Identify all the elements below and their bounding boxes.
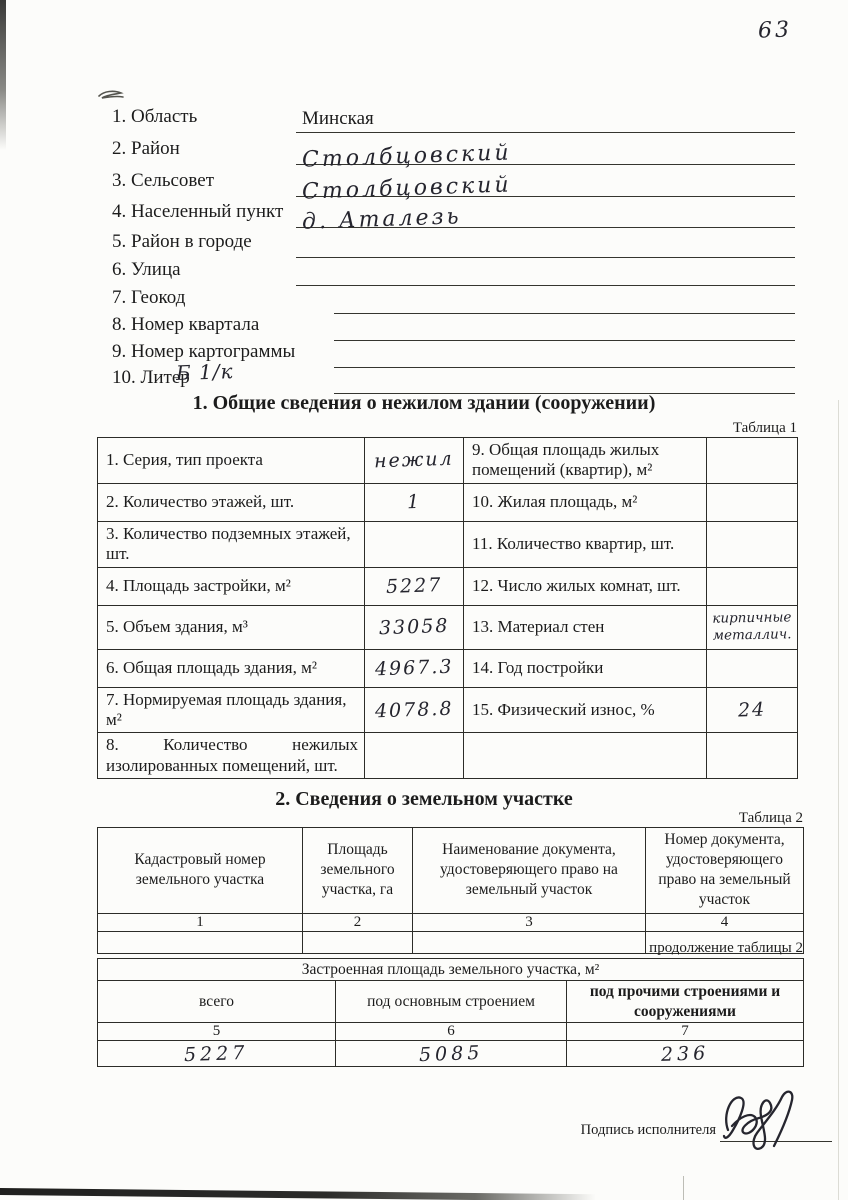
- handwritten-value: 1: [406, 490, 422, 514]
- field-row-kartogramma: [0, 341, 848, 369]
- field-underline: [334, 314, 795, 341]
- cell-value: [365, 605, 464, 649]
- cell-value: [707, 438, 798, 484]
- handwritten-value: 33058: [378, 614, 450, 639]
- column-number: 2: [303, 913, 413, 931]
- handwritten-value: 5227: [385, 573, 443, 598]
- table2-label: Таблица 2: [738, 810, 803, 826]
- cell-label: 6. Общая площадь здания, м²: [98, 649, 365, 687]
- cell-label: 1. Серия, тип проекта: [98, 438, 365, 484]
- handwritten-value: 5227: [183, 1041, 250, 1066]
- built-up-area-table: [97, 958, 804, 1067]
- signature-label: Подпись исполнителя: [580, 1122, 716, 1138]
- column-number: 4: [646, 913, 804, 931]
- field-value-handwritten: Столбцовский: [301, 140, 512, 173]
- column-number-row: [98, 1023, 804, 1041]
- cell-label: 9. Общая площадь жилых помещений (квартир), м²: [464, 438, 707, 484]
- field-label: 7. Геокод: [112, 287, 186, 308]
- column-number: 3: [413, 913, 646, 931]
- field-label: 10. Литер: [112, 367, 190, 388]
- building-info-table: [97, 437, 798, 779]
- cell-value: [707, 483, 798, 521]
- table-span-header-row: [98, 959, 804, 981]
- field-label: 1. Область: [112, 106, 198, 127]
- column-header: Номер документа, удостоверяющего право на земельный участок: [646, 828, 804, 914]
- cell-value: [707, 649, 798, 687]
- field-row-geokod: [0, 287, 848, 315]
- field-row-naspunkt: [0, 201, 848, 235]
- cell-label: 11. Количество квартир, шт.: [464, 521, 707, 567]
- scan-tick-artifact: [683, 1176, 684, 1200]
- cell-value: [707, 687, 798, 733]
- section1-title: 1. Общие сведения о нежилом здании (сооружении): [192, 392, 656, 414]
- handwritten-value: кирпичные металлич.: [712, 609, 792, 644]
- cell-value: [365, 438, 464, 484]
- table-row: [98, 567, 798, 605]
- cell-label: 15. Физический износ, %: [464, 687, 707, 733]
- table-row: [98, 687, 798, 733]
- section2-title: 2. Сведения о земельном участке: [275, 788, 573, 810]
- field-underline: [334, 341, 795, 368]
- cell-value: [365, 521, 464, 567]
- field-underline: [296, 138, 795, 173]
- column-header: под прочими строениями и сооружениями: [567, 981, 804, 1023]
- field-row-rayon: [0, 138, 848, 173]
- cell-label: 13. Материал стен: [464, 605, 707, 649]
- scan-edge-bottom: [0, 1188, 596, 1200]
- field-underline: [296, 201, 795, 235]
- cell-value: [567, 1041, 804, 1067]
- field-underline: [296, 170, 795, 205]
- column-number: 6: [336, 1023, 567, 1041]
- executor-signature-icon: [712, 1084, 822, 1154]
- field-underline: [334, 367, 795, 394]
- ink-smudge-icon: [96, 88, 126, 104]
- cell-value: [707, 567, 798, 605]
- field-row-kvartal: [0, 314, 848, 342]
- field-row-liter: [0, 367, 848, 395]
- field-label: 8. Номер квартала: [112, 314, 260, 335]
- handwritten-value: нежил: [373, 447, 455, 473]
- field-value-handwritten: Столбцовский: [301, 172, 512, 205]
- cell-value: [365, 687, 464, 733]
- cell-value: [707, 521, 798, 567]
- column-header: под основным строением: [336, 981, 567, 1023]
- cell-value: [365, 649, 464, 687]
- cell-label: 4. Площадь застройки, м²: [98, 567, 365, 605]
- cell-label: [464, 733, 707, 779]
- cell-label: 12. Число жилых комнат, шт.: [464, 567, 707, 605]
- table-row: [98, 605, 798, 649]
- field-label: 3. Сельсовет: [112, 170, 215, 191]
- table1-label: Таблица 1: [732, 420, 797, 436]
- cell-value: [336, 1041, 567, 1067]
- data-row: [98, 1041, 804, 1067]
- cell-value: [98, 1041, 336, 1067]
- span-header: Застроенная площадь земельного участка, м²: [98, 959, 804, 981]
- cell-value: [365, 483, 464, 521]
- handwritten-value: 24: [737, 698, 767, 722]
- cell-label: 5. Объем здания, м³: [98, 605, 365, 649]
- field-row-oblast: [0, 106, 848, 134]
- field-row-ulitsa: [0, 259, 848, 287]
- field-label: 4. Населенный пункт: [112, 201, 284, 222]
- cell-label: 7. Нормируемая площадь здания, м²: [98, 687, 365, 733]
- table-header-row: [98, 981, 804, 1023]
- column-header: Наименование документа, удостоверяющего право на земельный участок: [413, 828, 646, 914]
- handwritten-value: 5085: [418, 1041, 484, 1066]
- cell-label: 14. Год постройки: [464, 649, 707, 687]
- cell-value: [707, 605, 798, 649]
- handwritten-value: 4078.8: [374, 697, 454, 722]
- field-row-selsovet: [0, 170, 848, 205]
- field-underline: [296, 259, 795, 286]
- field-label: 2. Район: [112, 138, 180, 159]
- field-value: Минская: [302, 108, 374, 129]
- handwritten-value: 4967.3: [374, 655, 454, 681]
- field-underline: [296, 106, 795, 133]
- column-header: всего: [98, 981, 336, 1023]
- column-number: 5: [98, 1023, 336, 1041]
- cell-label: 3. Количество подземных этажей, шт.: [98, 521, 365, 567]
- handwritten-value: 236: [660, 1041, 710, 1066]
- column-header: Кадастровый номер земельного участка: [98, 828, 303, 914]
- handwritten-page-number: 63: [757, 17, 793, 44]
- land-plot-table: [97, 827, 804, 954]
- table-row: [98, 521, 798, 567]
- column-header: Площадь земельного участка, га: [303, 828, 413, 914]
- field-value-handwritten: д. Аталезь: [301, 204, 462, 235]
- column-number-row: [98, 913, 804, 931]
- cell-label: 10. Жилая площадь, м²: [464, 483, 707, 521]
- column-number: 7: [567, 1023, 804, 1041]
- field-label: 9. Номер картограммы: [112, 341, 296, 362]
- cell-value: [365, 733, 464, 779]
- liter-value-handwritten: Б 1/к: [175, 359, 234, 385]
- field-row-gorrayon: [0, 231, 848, 259]
- table-row: [98, 733, 798, 779]
- cell-value: [707, 733, 798, 779]
- table-header-row: [98, 828, 804, 914]
- field-label: 6. Улица: [112, 259, 181, 280]
- field-underline: [334, 287, 795, 314]
- table-row: [98, 438, 798, 484]
- table2-continuation-label: продолжение таблицы 2: [649, 940, 803, 956]
- table-row: [98, 649, 798, 687]
- field-label: 5. Район в городе: [112, 231, 252, 252]
- table-row: [98, 483, 798, 521]
- cell-label: 8. Количество нежилых изолированных помещений, шт.: [98, 733, 365, 779]
- column-number: 1: [98, 913, 303, 931]
- field-underline: [296, 231, 795, 258]
- cell-value: [365, 567, 464, 605]
- cell-label: 2. Количество этажей, шт.: [98, 483, 365, 521]
